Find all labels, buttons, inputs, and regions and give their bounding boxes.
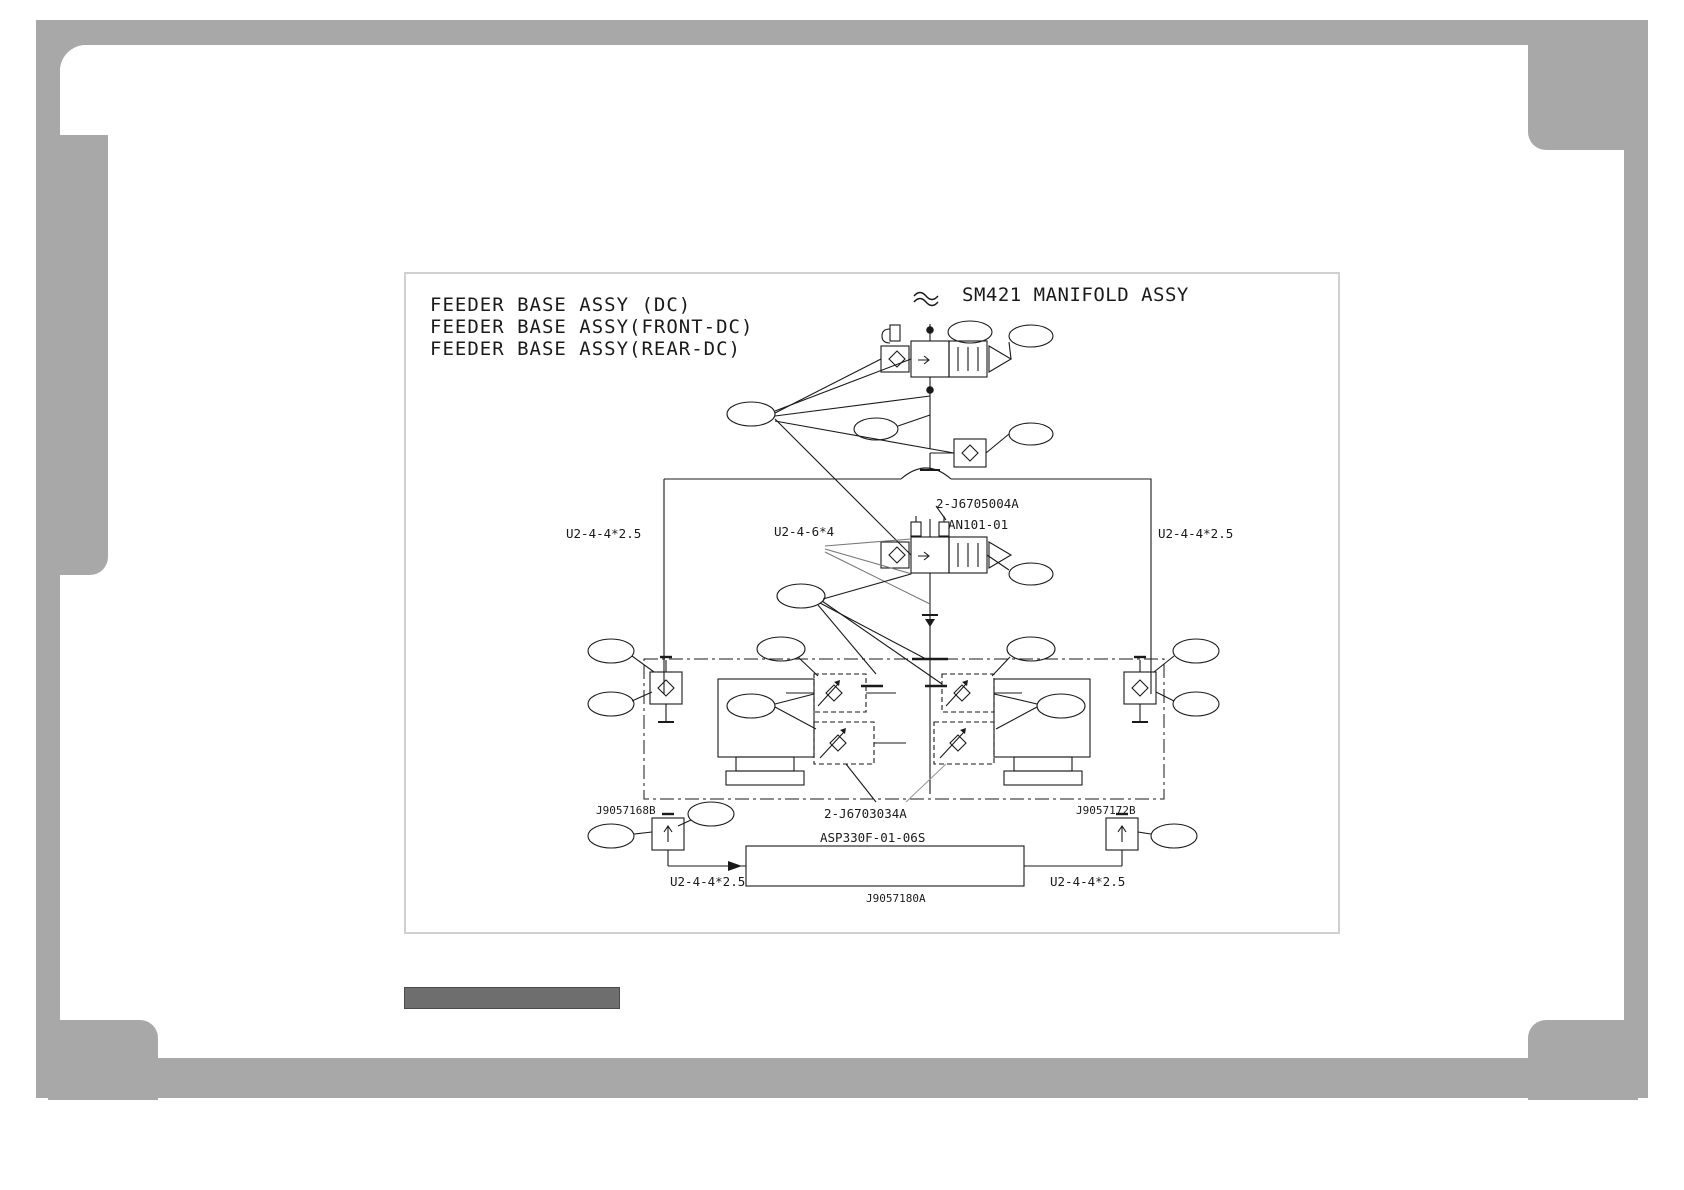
frame-corner-bottom-left	[48, 1020, 158, 1100]
frame-corner-bottom-right	[1528, 1020, 1638, 1100]
assembly-label-3: FEEDER BASE ASSY(REAR-DC)	[430, 338, 741, 360]
bottom-tab-strip[interactable]	[404, 987, 620, 1009]
manifold-title: SM421 MANIFOLD ASSY	[962, 284, 1189, 306]
frame-band-bottom	[36, 1058, 1648, 1098]
label-cylinder-left: J9057168B	[596, 804, 656, 817]
assembly-label-2: FEEDER BASE ASSY(FRONT-DC)	[430, 316, 754, 338]
assembly-label-1: FEEDER BASE ASSY (DC)	[430, 294, 692, 316]
diagram-canvas	[404, 272, 1340, 934]
label-tube-left-outer: U2-4-4*2.5	[566, 526, 642, 541]
label-tank-part: J9057180A	[866, 892, 926, 905]
label-tube-right-outer: U2-4-4*2.5	[1158, 526, 1234, 541]
label-tank-model: ASP330F-01-06S	[820, 830, 926, 845]
label-tube-bottom-left: U2-4-4*2.5	[670, 874, 746, 889]
label-valve-upper-part: 2-J6705004A	[936, 496, 1019, 511]
frame-corner-top-left	[48, 135, 108, 575]
label-valve-upper-model: AN101-01	[948, 517, 1009, 532]
label-regulator-pair: 2-J6703034A	[824, 806, 907, 821]
label-tube-bottom-right: U2-4-4*2.5	[1050, 874, 1126, 889]
frame-corner-top-right	[1528, 40, 1638, 150]
label-tube-center: U2-4-6*4	[774, 524, 835, 539]
label-cylinder-right: J9057172B	[1076, 804, 1136, 817]
